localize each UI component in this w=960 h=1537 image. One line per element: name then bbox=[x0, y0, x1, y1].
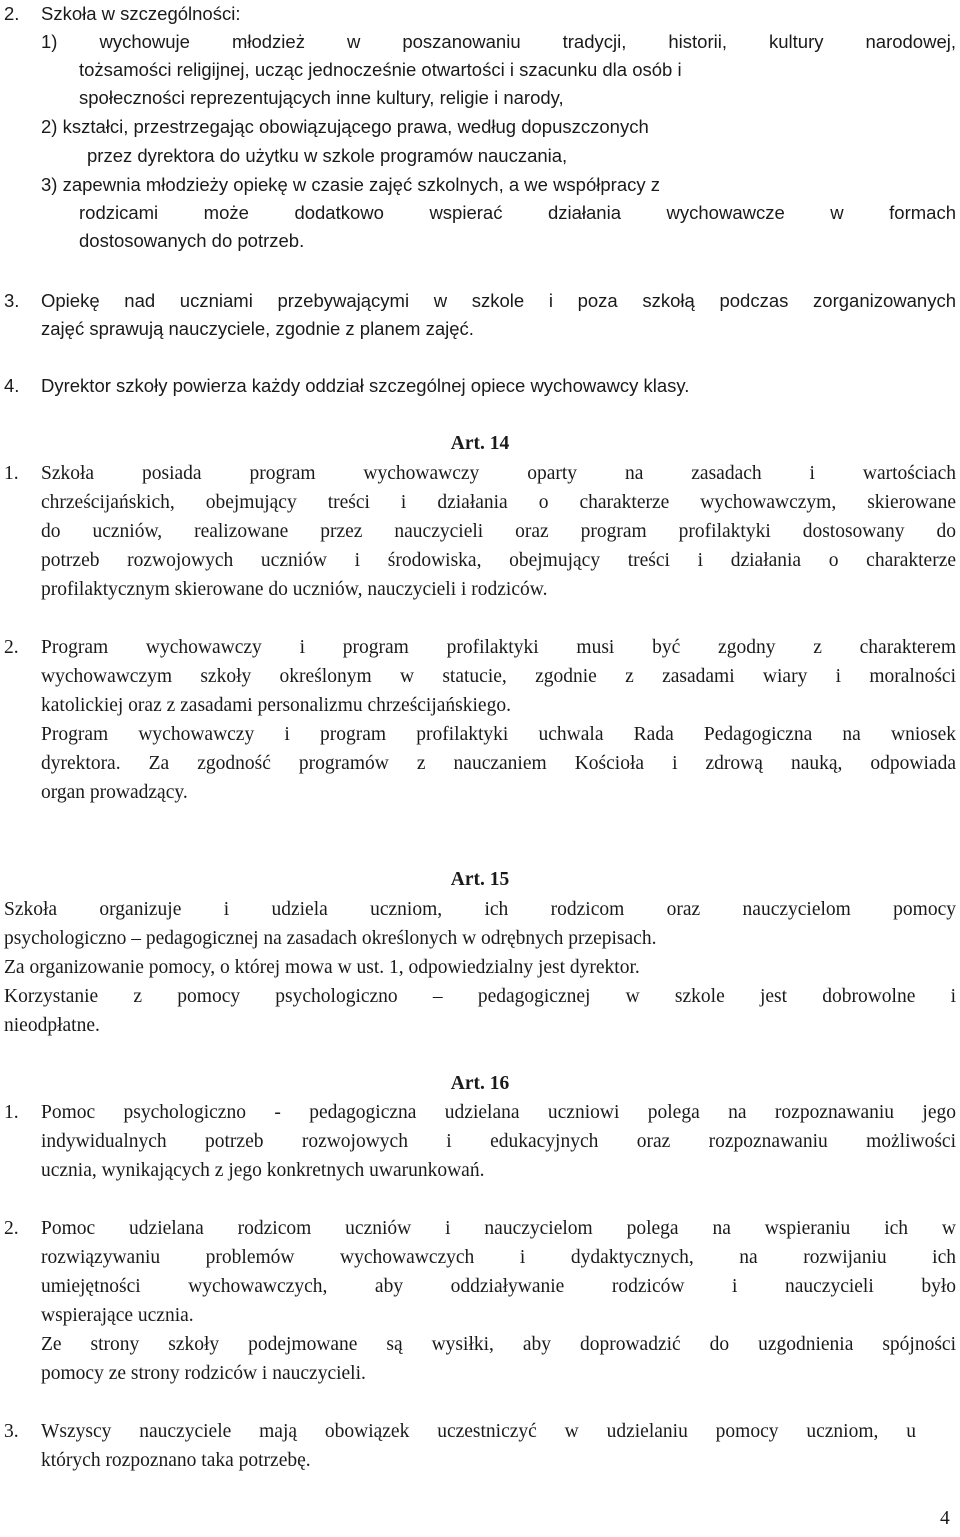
art14-p2-line6: organ prowadzący. bbox=[41, 782, 188, 803]
page-number: 4 bbox=[940, 1508, 950, 1529]
art14-p2-line1: Program wychowawczy i program profilaktyki musi być zgodny z charakterem bbox=[41, 637, 956, 658]
art16-p1-line3: ucznia, wynikających z jego konkretnych uwarunkowań. bbox=[41, 1160, 485, 1181]
s2-item1-line1: 1) wychowuje młodzież w poszanowaniu tradycji, historii, kultury narodowej, bbox=[41, 31, 956, 52]
art15-line4: Korzystanie z pomocy psychologiczno – pedagogicznej w szkole jest dobrowolne i bbox=[4, 986, 956, 1007]
art15-line5: nieodpłatne. bbox=[4, 1015, 100, 1036]
s2-item1-line3: społeczności reprezentujących inne kultury, religie i narody, bbox=[79, 87, 564, 108]
art16-p1-number: 1. bbox=[4, 1102, 19, 1123]
art14-p1-line3: do uczniów, realizowane przez nauczycieli oraz program profilaktyki dostosowany do bbox=[41, 521, 956, 542]
s2-item3-line2: rodzicami może dodatkowo wspierać działania wychowawcze w formach bbox=[79, 202, 956, 223]
section-2-number: 2. bbox=[4, 3, 20, 24]
art14-p1-line5: profilaktycznym skierowane do uczniów, nauczycieli i rodziców. bbox=[41, 579, 548, 600]
section-3-number: 3. bbox=[4, 290, 20, 311]
s2-item2-line2: przez dyrektora do użytku w szkole programów nauczania, bbox=[87, 145, 568, 166]
s2-item3-line3: dostosowanych do potrzeb. bbox=[79, 230, 305, 251]
art16-p2-number: 2. bbox=[4, 1218, 19, 1239]
art16-p2-line5: Ze strony szkoły podejmowane są wysiłki, aby doprowadzić do uzgodnienia spójności bbox=[41, 1334, 956, 1355]
s2-item2-line1: 2) kształci, przestrzegając obowiązującego prawa, według dopuszczonych bbox=[41, 116, 649, 137]
art15-line1: Szkoła organizuje i udziela uczniom, ich rodzicom oraz nauczycielom pomocy bbox=[4, 899, 956, 920]
s2-item1-line2: tożsamości religijnej, ucząc jednocześnie otwartości i szacunku dla osób i bbox=[79, 59, 682, 80]
art16-p1-line1: Pomoc psychologiczno - pedagogiczna udzielana uczniowi polega na rozpoznawaniu jego bbox=[41, 1102, 956, 1123]
s2-item3-line1: 3) zapewnia młodzieży opiekę w czasie zajęć szkolnych, a we współpracy z bbox=[41, 174, 660, 195]
art-16-title: Art. 16 bbox=[450, 1073, 510, 1094]
art14-p2-number: 2. bbox=[4, 637, 19, 658]
art16-p1-line2: indywidualnych potrzeb rozwojowych i edukacyjnych oraz rozpoznawaniu możliwości bbox=[41, 1131, 956, 1152]
art-15-title: Art. 15 bbox=[450, 869, 510, 890]
art16-p2-line3: umiejętności wychowawczych, aby oddziaływanie rodziców i nauczycieli było bbox=[41, 1276, 956, 1297]
art14-p1-line2: chrześcijańskich, obejmujący treści i działania o charakterze wychowawczym, skierowane bbox=[41, 492, 956, 513]
section-4-number: 4. bbox=[4, 375, 20, 396]
s4-line: Dyrektor szkoły powierza każdy oddział szczególnej opiece wychowawcy klasy. bbox=[41, 375, 690, 396]
art16-p3-line1: Wszyscy nauczyciele mają obowiązek uczestniczyć w udzielaniu pomocy uczniom, u bbox=[41, 1421, 916, 1442]
art15-line2: psychologiczno – pedagogicznej na zasadach określonych w odrębnych przepisach. bbox=[4, 928, 657, 949]
art16-p3-line2: których rozpoznano taka potrzebę. bbox=[41, 1450, 311, 1471]
art14-p1-line1: Szkoła posiada program wychowawczy oparty na zasadach i wartościach bbox=[41, 463, 956, 484]
art14-p2-line5: dyrektora. Za zgodność programów z nauczaniem Kościoła i zdrową nauką, odpowiada bbox=[41, 753, 956, 774]
art14-p2-line4: Program wychowawczy i program profilaktyki uchwala Rada Pedagogiczna na wniosek bbox=[41, 724, 956, 745]
art15-line3: Za organizowanie pomocy, o której mowa w ust. 1, odpowiedzialny jest dyrektor. bbox=[4, 957, 640, 978]
s3-line2: zajęć sprawują nauczyciele, zgodnie z planem zajęć. bbox=[41, 318, 474, 339]
art14-p2-line2: wychowawczym szkoły określonym w statucie, zgodnie z zasadami wiary i moralności bbox=[41, 666, 956, 687]
art14-p1-number: 1. bbox=[4, 463, 19, 484]
art16-p2-line2: rozwiązywaniu problemów wychowawczych i dydaktycznych, na rozwijaniu ich bbox=[41, 1247, 956, 1268]
art14-p2-line3: katolickiej oraz z zasadami personalizmu chrześcijańskiego. bbox=[41, 695, 511, 716]
art16-p2-line6: pomocy ze strony rodziców i nauczycieli. bbox=[41, 1363, 366, 1384]
art-14-title: Art. 14 bbox=[450, 433, 510, 454]
section-2-lead: Szkoła w szczególności: bbox=[41, 3, 241, 24]
art14-p1-line4: potrzeb rozwojowych uczniów i środowiska, obejmujący treści i działania o charakterze bbox=[41, 550, 956, 571]
art16-p2-line4: wspierające ucznia. bbox=[41, 1305, 194, 1326]
art16-p3-number: 3. bbox=[4, 1421, 19, 1442]
art16-p2-line1: Pomoc udzielana rodzicom uczniów i nauczycielom polega na wspieraniu ich w bbox=[41, 1218, 956, 1239]
s3-line1: Opiekę nad uczniami przebywającymi w szkole i poza szkołą podczas zorganizowanych bbox=[41, 290, 956, 311]
